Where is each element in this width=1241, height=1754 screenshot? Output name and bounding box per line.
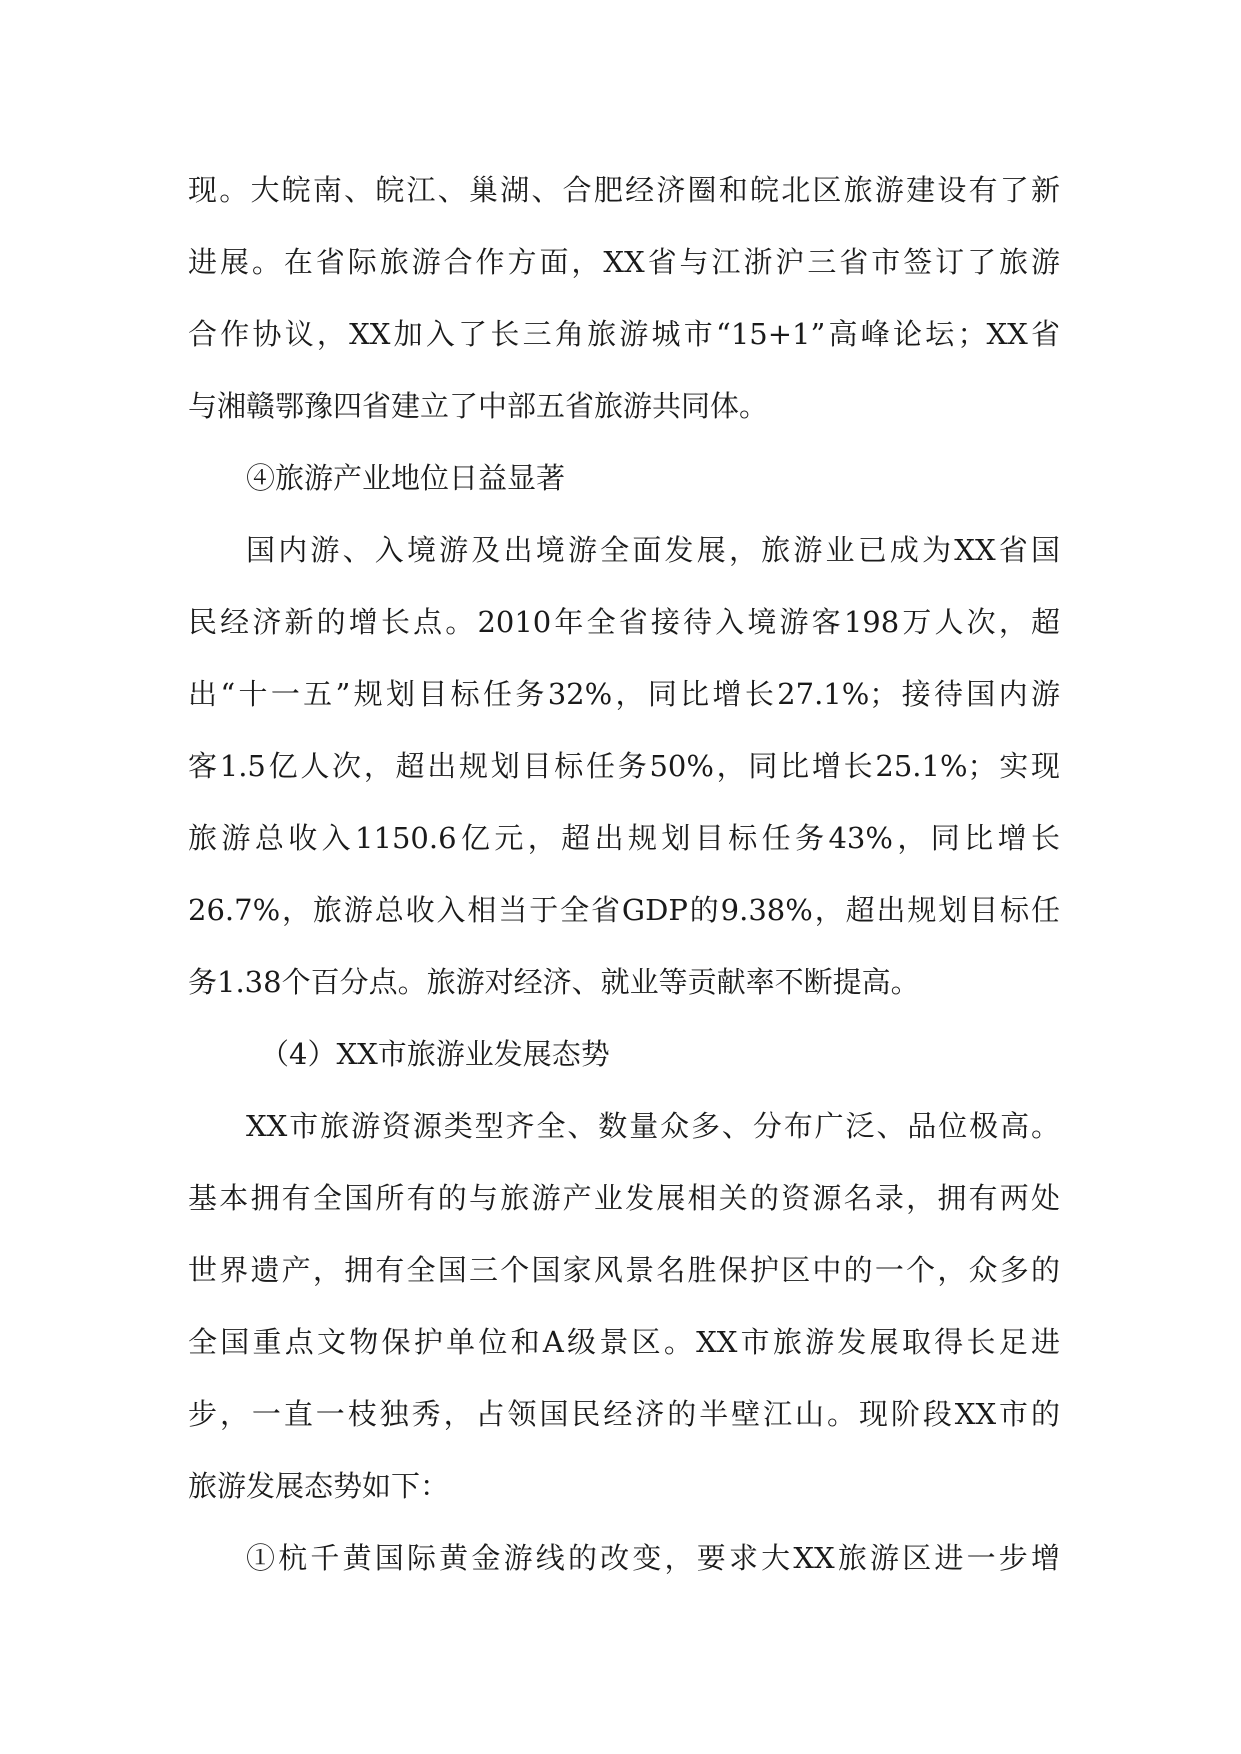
text-line: 步，一直一枝独秀，占领国民经济的半壁江山。现阶段XX市的 [188,1397,1060,1431]
text-line: 世界遗产，拥有全国三个国家风景名胜保护区中的一个，众多的 [188,1253,1060,1287]
document-body [188,160,1060,1600]
text-line: 务1.38个百分点。旅游对经济、就业等贡献率不断提高。 [188,965,920,999]
section-heading: （4）XX市旅游业发展态势 [260,1037,610,1071]
text-line: XX市旅游资源类型齐全、数量众多、分布广泛、品位极高。 [246,1109,1060,1143]
text-line: 与湘赣鄂豫四省建立了中部五省旅游共同体。 [188,389,769,423]
text-line: 26.7%，旅游总收入相当于全省GDP的9.38%，超出规划目标任 [188,893,1060,927]
text-line: 客1.5亿人次，超出规划目标任务50%，同比增长25.1%；实现 [188,749,1060,783]
text-line: ①杭千黄国际黄金游线的改变，要求大XX旅游区进一步增 [246,1541,1060,1575]
text-line: 合作协议，XX加入了长三角旅游城市“15+1”高峰论坛；XX省 [188,317,1060,351]
text-line: 旅游发展态势如下： [188,1469,450,1503]
text-line: 旅游总收入1150.6亿元，超出规划目标任务43%，同比增长 [188,821,1060,855]
text-line: 全国重点文物保护单位和A级景区。XX市旅游发展取得长足进 [188,1325,1060,1359]
text-line: 出“十一五”规划目标任务32%，同比增长27.1%；接待国内游 [188,677,1060,711]
text-line: 进展。在省际旅游合作方面，XX省与江浙沪三省市签订了旅游 [188,245,1060,279]
text-line: 国内游、入境游及出境游全面发展，旅游业已成为XX省国 [246,533,1060,567]
text-line: 现。大皖南、皖江、巢湖、合肥经济圈和皖北区旅游建设有了新 [188,173,1060,207]
text-line: 民经济新的增长点。2010年全省接待入境游客198万人次，超 [188,605,1060,639]
text-line: 基本拥有全国所有的与旅游产业发展相关的资源名录，拥有两处 [188,1181,1060,1215]
section-heading: ④旅游产业地位日益显著 [246,461,566,495]
